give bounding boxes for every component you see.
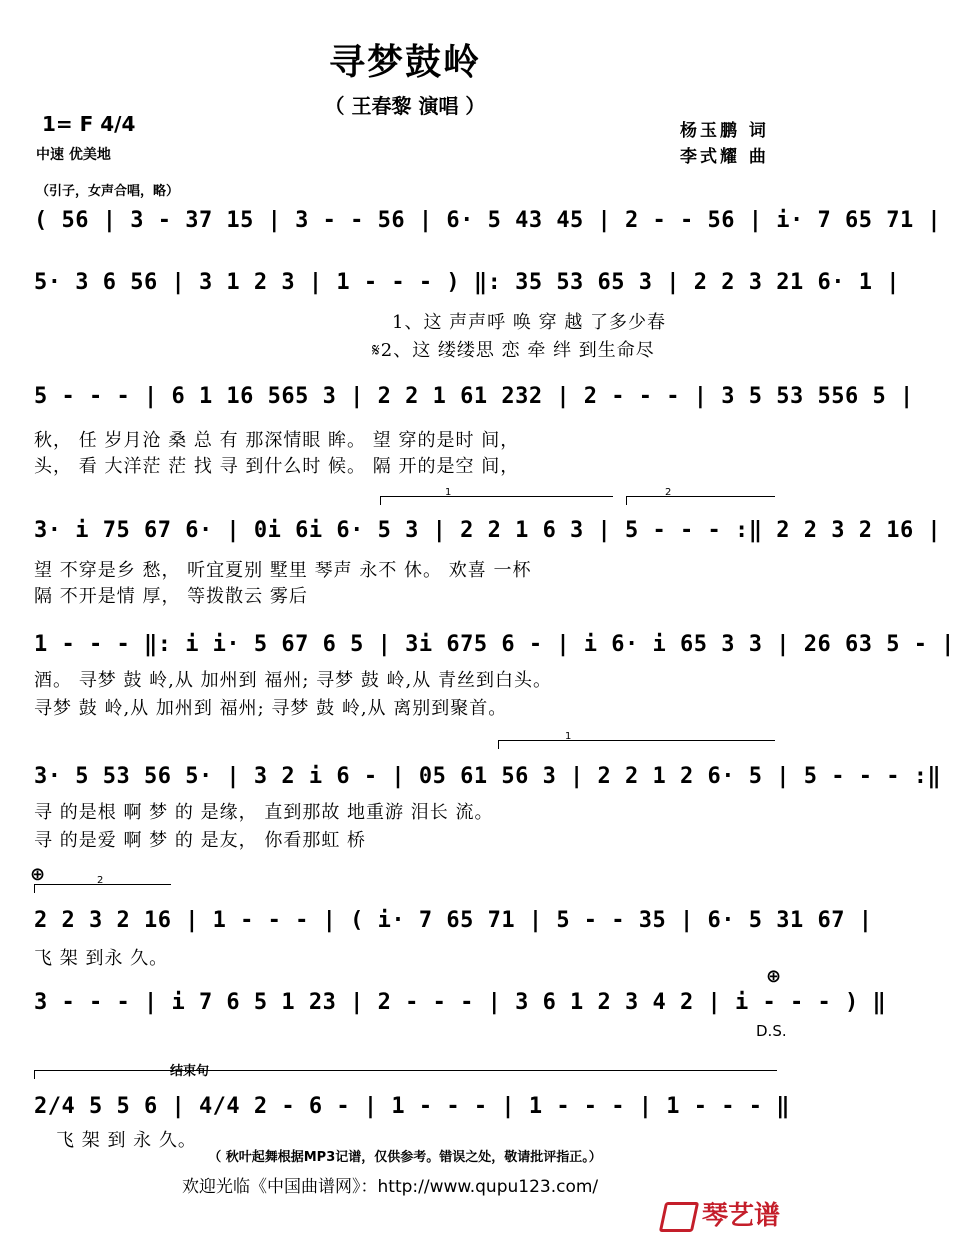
lyric-line: 飞 架 到 永 久。 xyxy=(56,1130,197,1151)
volta-number: 2 xyxy=(665,487,672,498)
logo-icon xyxy=(659,1202,699,1232)
volta-bracket xyxy=(34,875,171,893)
intro-note: （引子，女声合唱，略） xyxy=(36,184,180,199)
coda-sign: ⊕ xyxy=(766,966,782,987)
volta-bracket xyxy=(626,487,775,505)
lyric-line: 酒。 寻梦 鼓 岭,从 加州到 福州; 寻梦 鼓 岭,从 青丝到白头。 xyxy=(34,670,553,691)
tempo-marking: 中速 优美地 xyxy=(36,147,111,163)
coda-sign: ⊕ xyxy=(30,864,46,885)
notation-line-9: 2/4 5 5 6 | 4/4 2 - 6 - | 1 - - - | 1 - - - | 1 - - - ‖ xyxy=(34,1094,790,1119)
lyric-line: 头， 看 大洋茫 茫 找 寻 到什么时 候。 隔 开的是空 间， xyxy=(34,456,520,477)
transcriber-note: （ 秋叶起舞根据MP3记谱，仅供参考。错误之处，敬请批评指正。） xyxy=(208,1150,602,1165)
lyric-line: 寻梦 鼓 岭,从 加州到 福州; 寻梦 鼓 岭,从 离别到聚首。 xyxy=(34,698,508,719)
logo-text: 琴艺谱 xyxy=(702,1201,781,1231)
notation-line-6: 3· 5 53 56 5· | 3 2 i 6 - | 05 61 56 3 | 2 2 1 2 6· 5 | 5 - - - :‖ xyxy=(34,764,942,789)
volta-number: 1 xyxy=(445,487,452,498)
notation-line-1: ( 56 | 3 - 37 15 | 3 - - 56 | 6· 5 43 45 | 2 - - 56 | i· 7 65 71 | xyxy=(34,208,942,233)
ending-bracket xyxy=(34,1070,777,1079)
notation-line-5: 1 - - - ‖: i i· 5 67 6 5 | 3i 675 6 - | i 6· i 65 3 3 | 26 63 5 - | xyxy=(34,632,955,657)
volta-number: 1 xyxy=(565,731,572,742)
composer-credit: 李式耀 曲 xyxy=(680,147,769,167)
volta-bracket xyxy=(498,731,775,749)
notation-line-2: 5· 3 6 56 | 3 1 2 3 | 1 - - - ) ‖: 35 53 65 3 | 2 2 3 21 6· 1 | xyxy=(34,270,900,295)
lyric-line: 望 不穿是乡 愁， 听宜夏别 墅里 琴声 永不 休。 欢喜 一杯 xyxy=(34,560,532,581)
lyric-line: 秋， 任 岁月沧 桑 总 有 那深情眼 眸。 望 穿的是时 间， xyxy=(34,430,520,451)
notation-line-3: 5 - - - | 6 1 16 565 3 | 2 2 1 61 232 | 2 - - - | 3 5 53 556 5 | xyxy=(34,384,914,409)
dal-segno-marking: D.S. xyxy=(756,1022,787,1040)
lyric-line: 1、这 声声呼 唤 穿 越 了多少春 xyxy=(392,312,667,333)
lyric-line: 寻 的是根 啊 梦 的 是缘， 直到那故 地重游 泪长 流。 xyxy=(34,802,494,823)
singer-credit: （ 王春黎 演唱 ） xyxy=(324,94,486,118)
ending-label: 结束句 xyxy=(170,1064,210,1079)
volta-bracket xyxy=(380,487,613,505)
notation-line-8: 3 - - - | i 7 6 5 1 23 | 2 - - - | 3 6 1 2 3 4 2 | i - - - ) ‖ xyxy=(34,990,887,1015)
key-signature: 1= F 4/4 xyxy=(42,112,136,136)
site-logo xyxy=(662,1195,780,1232)
lyricist-credit: 杨玉鹏 词 xyxy=(680,121,769,141)
lyric-line: 隔 不开是情 厚， 等拨散云 雾后 xyxy=(34,586,308,607)
notation-line-7: 2 2 3 2 16 | 1 - - - | ( i· 7 65 71 | 5 - - 35 | 6· 5 31 67 | xyxy=(34,908,873,933)
lyric-line: 飞 架 到永 久。 xyxy=(34,948,169,969)
lyric-line: 寻 的是爱 啊 梦 的 是友， 你看那虹 桥 xyxy=(34,830,367,851)
lyric-line: 𝄋2、这 缕缕思 恋 牵 绊 到生命尽 xyxy=(372,340,655,361)
website-link[interactable]: 欢迎光临《中国曲谱网》：http://www.qupu123.com/ xyxy=(182,1177,599,1197)
volta-number: 2 xyxy=(97,875,104,886)
song-title: 寻梦鼓岭 xyxy=(328,42,481,83)
notation-line-4: 3· i 75 67 6· | 0i 6i 6· 5 3 | 2 2 1 6 3 | 5 - - - :‖ 2 2 3 2 16 | xyxy=(34,518,942,543)
